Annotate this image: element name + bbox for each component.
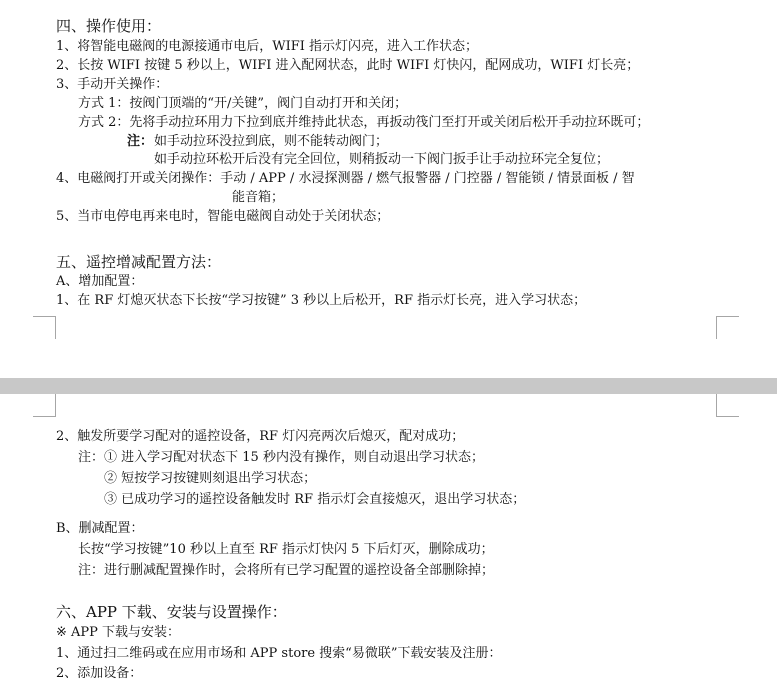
paragraph: 方式 1：按阀门顶端的“开/关键”，阀门自动打开和关闭； bbox=[78, 96, 408, 111]
paragraph: 如手动拉环没拉到底，则不能转动阀门； bbox=[154, 134, 389, 149]
paragraph: 3、手动开关操作： bbox=[56, 77, 169, 92]
paragraph: ※ APP 下载与安装： bbox=[56, 625, 181, 640]
section-5-heading: 五、遥控增减配置方法： bbox=[56, 253, 222, 271]
section-4-heading: 四、操作使用： bbox=[56, 17, 162, 35]
paragraph: 2、触发所要学习配对的遥控设备，RF 灯闪亮两次后熄灭，配对成功； bbox=[56, 429, 465, 444]
page-separator bbox=[0, 378, 777, 394]
paragraph: B、删减配置： bbox=[56, 521, 144, 536]
paragraph: 2、长按 WIFI 按键 5 秒以上，WIFI 进入配网状态，此时 WIFI 灯快闪，配网成功，WIFI 灯长亮； bbox=[56, 58, 640, 73]
paragraph: 1、在 RF 灯熄灭状态下长按“学习按键” 3 秒以上后松开，RF 指示灯长亮，进入学习状态； bbox=[56, 293, 587, 308]
paragraph: 2、添加设备： bbox=[56, 666, 143, 681]
paragraph: 1、通过扫二维码或在应用市场和 APP store 搜索“易微联”下载安装及注册： bbox=[56, 646, 502, 661]
paragraph: 1、将智能电磁阀的电源接通市电后，WIFI 指示灯闪亮，进入工作状态； bbox=[56, 39, 479, 54]
document-page-2 bbox=[0, 394, 777, 683]
paragraph: ③ 已成功学习的遥控设备触发时 RF 指示灯会直接熄灭，退出学习状态； bbox=[104, 492, 526, 507]
paragraph: 4、电磁阀打开或关闭操作：手动 / APP / 水浸探测器 / 燃气报警器 / 门控器 / 智能锁 / 情景面板 / 智 bbox=[56, 171, 635, 186]
paragraph: ② 短按学习按键则刻退出学习状态； bbox=[104, 471, 317, 486]
paragraph: 注：进行删减配置操作时，会将所有已学习配置的遥控设备全部删除掉； bbox=[78, 563, 495, 578]
paragraph: 能音箱； bbox=[232, 190, 285, 205]
paragraph: 方式 2：先将手动拉环用力下拉到底并维持此状态，再扳动筏门至打开或关闭后松开手动拉环既可； bbox=[78, 115, 650, 130]
paragraph: 注：① 进入学习配对状态下 15 秒内没有操作，则自动退出学习状态； bbox=[78, 450, 484, 465]
crop-mark bbox=[716, 394, 739, 417]
paragraph: 5、当市电停电再来电时，智能电磁阀自动处于关闭状态； bbox=[56, 209, 390, 224]
paragraph: 长按“学习按键”10 秒以上直至 RF 指示灯快闪 5 下后灯灭，删除成功； bbox=[78, 542, 494, 557]
section-6-heading: 六、APP 下载、安装与设置操作： bbox=[56, 603, 287, 621]
crop-mark bbox=[33, 316, 56, 339]
paragraph: 如手动拉环松开后没有完全回位，则稍扳动一下阀门扳手让手动拉环完全复位； bbox=[154, 152, 610, 167]
crop-mark bbox=[716, 316, 739, 339]
note-label: 注： bbox=[127, 134, 154, 149]
paragraph: A、增加配置： bbox=[56, 274, 144, 289]
crop-mark bbox=[33, 394, 56, 417]
